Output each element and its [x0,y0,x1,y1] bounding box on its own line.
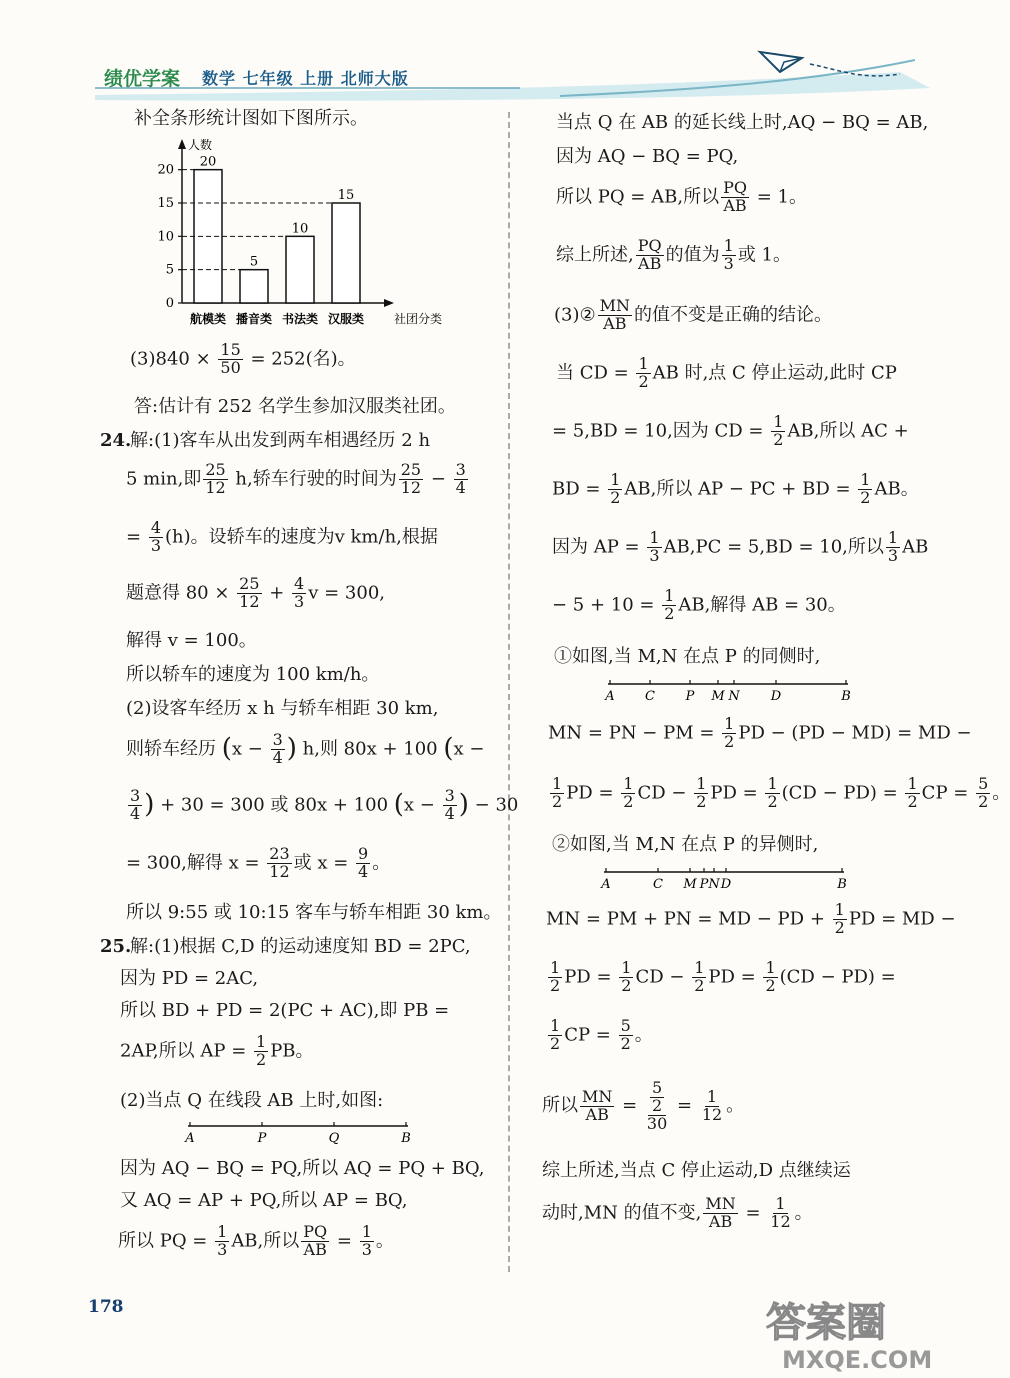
q25-number: 25. [100,936,132,957]
bar-汉服类 [332,203,360,303]
watermark-text: 答案圈 [766,1300,886,1346]
category-label: 汉服类 [327,312,365,326]
point-label-C: C [653,877,663,892]
point-label-A: A [185,1131,195,1146]
chart-caption: 补全条形统计图如下图所示。 [134,108,368,129]
r-line16: $\frac{1}{2}$ PD = $\frac{1}{2}$ CD − $\frac{1}{2}$ PD = $\frac{1}{2}$ (CD − PD) = [550,958,896,995]
y-tick-label: 5 [165,262,174,278]
point-label-A: A [601,877,611,892]
bar-播音类 [240,270,268,303]
q25-line4: 2AP,所以 AP = $\frac{1}{2}$ PB。 [120,1032,314,1069]
r-line5: (3)② $\frac{MN}{AB}$ 的值不变是正确的结论。 [554,296,833,333]
r-line1: 当点 Q 在 AB 的延长线上时,AQ − BQ = AB, [556,112,929,133]
q24-line5: 解得 v = 100。 [126,630,257,651]
point-label-D: D [770,689,782,704]
column-divider [508,112,510,1272]
r-line19: 综上所述,当点 C 停止运动,D 点继续运 [542,1160,851,1181]
r-line2: 因为 AQ − BQ = PQ, [556,146,739,167]
q25-line8: 所以 PQ = $\frac{1}{3}$ AB,所以 $\frac{PQ}{AB}$ = $\frac{1}{3}$ 。 [118,1222,394,1259]
q25-line2: 因为 PD = 2AC, [120,968,259,989]
r-line9: 因为 AP = $\frac{1}{3}$ AB,PC = 5,BD = 10,所以 $\frac{1}{3}$ AB [552,528,929,565]
r-line10: − 5 + 10 = $\frac{1}{2}$ AB,解得 AB = 30。 [552,586,846,623]
point-label-P: P [257,1131,267,1146]
bar-value-label: 15 [337,188,355,203]
point-label-P: P [685,689,695,704]
q24-line9: $\frac{3}{4}$ ) + 30 = 300 或 80x + 100 (x − $\frac{3}{4}$ ) − 30 [130,786,519,823]
q24-line6: 所以轿车的速度为 100 km/h。 [126,664,380,685]
page-header [0,0,950,100]
x-axis-arrow [384,299,394,307]
paper-plane-icon [760,52,802,72]
point-label-B: B [401,1131,411,1146]
q24-line11: 所以 9:55 或 10:15 客车与轿车相距 30 km。 [126,902,502,923]
point-label-C: C [645,689,655,704]
y-tick-label: 15 [157,196,174,211]
point-label-A: A [605,689,615,704]
r-line17: $\frac{1}{2}$ CP = $\frac{5}{2}$ 。 [550,1016,653,1053]
r-line13: $\frac{1}{2}$ PD = $\frac{1}{2}$ CD − $\frac{1}{2}$ PD = $\frac{1}{2}$ (CD − PD) = $\frac{1}{2}$ CP = $\frac{5}{2}$ 。 [552,774,1010,811]
q24-line8: 则轿车经历 (x − $\frac{3}{4}$ ) h,则 80x + 100 (x − [126,730,485,767]
r-line6: 当 CD = $\frac{1}{2}$ AB 时,点 C 停止运动,此时 CP [556,354,897,391]
bar-value-label: 10 [291,221,309,237]
point-label-M: M [683,877,697,892]
y-axis-label: 人数 [188,138,213,152]
segment-diagram-opposite-side [596,864,856,896]
watermark-url: MXQE.COM [782,1346,933,1374]
q25-line3: 所以 BD + PD = 2(PC + AC),即 PB = [120,1000,450,1021]
q24-number: 24. [100,430,132,451]
r-line15: MN = PM + PN = MD − PD + $\frac{1}{2}$ PD = MD − [546,900,956,937]
y-axis-arrow [178,139,186,149]
q25-line6: 因为 AQ − BQ = PQ,所以 AQ = PQ + BQ, [120,1158,485,1179]
q25-line7: 又 AQ = AP + PQ,所以 AP = BQ, [120,1190,408,1211]
y-tick-label: 10 [157,229,174,245]
q24-line3: = $\frac{4}{3}$ (h)。设轿车的速度为v km/h,根据 [126,518,438,555]
page-number: 178 [88,1297,124,1317]
point-label-B: B [841,689,851,704]
category-label: 书法类 [281,312,319,326]
segment-diagram-apqb [180,1118,420,1148]
point-label-P: P [699,877,709,892]
r-line7: = 5,BD = 10,因为 CD = $\frac{1}{2}$ AB,所以 AC + [552,412,909,449]
point-label-N: N [728,689,740,704]
category-label: 播音类 [235,312,273,326]
y-tick-label: 0 [165,296,174,311]
r-line14: ②如图,当 M,N 在点 P 的异侧时, [552,834,819,855]
r-line4: 综上所述, $\frac{PQ}{AB}$ 的值为 $\frac{1}{3}$ 或 1。 [556,236,791,273]
r-line20: 动时,MN 的值不变, $\frac{MN}{AB}$ = $\frac{1}{12}$ 。 [542,1194,813,1231]
y-tick-label: 20 [157,162,174,178]
bar-value-label: 20 [199,154,217,170]
q24-line7: (2)设客车经历 x h 与轿车相距 30 km, [126,698,439,719]
point-label-Q: Q [328,1131,340,1146]
r-line12: MN = PN − PM = $\frac{1}{2}$ PD − (PD − MD) = MD − [548,714,972,751]
q23-part3: (3)840 × $\frac{15}{50}$ = 252(名)。 [130,340,356,377]
q24-line10: = 300,解得 x = $\frac{23}{12}$ 或 x = $\frac{9}{4}$ 。 [126,844,391,881]
r-line8: BD = $\frac{1}{2}$ AB,所以 AP − PC + BD = $\frac{1}{2}$ AB。 [552,470,919,507]
q23-answer: 答:估计有 252 名学生参加汉服类社团。 [134,396,456,417]
r-line18: 所以 $\frac{MN}{AB}$ = $\frac{\frac{5}{2}}{30}$ = $\frac{1}{12}$ 。 [542,1078,745,1133]
q24-line4: 题意得 80 × $\frac{25}{12}$ + $\frac{4}{3}$ v = 300, [126,574,386,611]
q25-line1: 解:(1)根据 C,D 的运动速度知 BD = 2PC, [130,936,471,957]
r-line11: ①如图,当 M,N 在点 P 的同侧时, [554,646,821,667]
q24-line1: 解:(1)客车从出发到两车相遇经历 2 h [130,430,431,451]
watermark-logo [746,1288,946,1374]
book-subtitle: 数学 七年级 上册 北师大版 [202,69,409,88]
r-line3: 所以 PQ = AB,所以 $\frac{PQ}{AB}$ = 1。 [556,178,807,215]
point-label-N: N [708,877,720,892]
brand-logo: 绩优学案 [104,68,181,90]
point-label-D: D [720,877,732,892]
bar-value-label: 5 [249,254,259,270]
bar-书法类 [286,236,314,303]
point-label-M: M [711,689,725,704]
bar-chart [150,135,470,335]
x-axis-label: 社团分类 [394,312,443,326]
point-label-B: B [837,877,847,892]
category-label: 航模类 [189,312,227,326]
q25-line5: (2)当点 Q 在线段 AB 上时,如图: [120,1090,384,1111]
q24-line2: 5 min,即 $\frac{25}{12}$ h,轿车行驶的时间为 $\frac{25}{12}$ − $\frac{3}{4}$ [126,460,466,497]
segment-diagram-same-side [600,676,860,708]
